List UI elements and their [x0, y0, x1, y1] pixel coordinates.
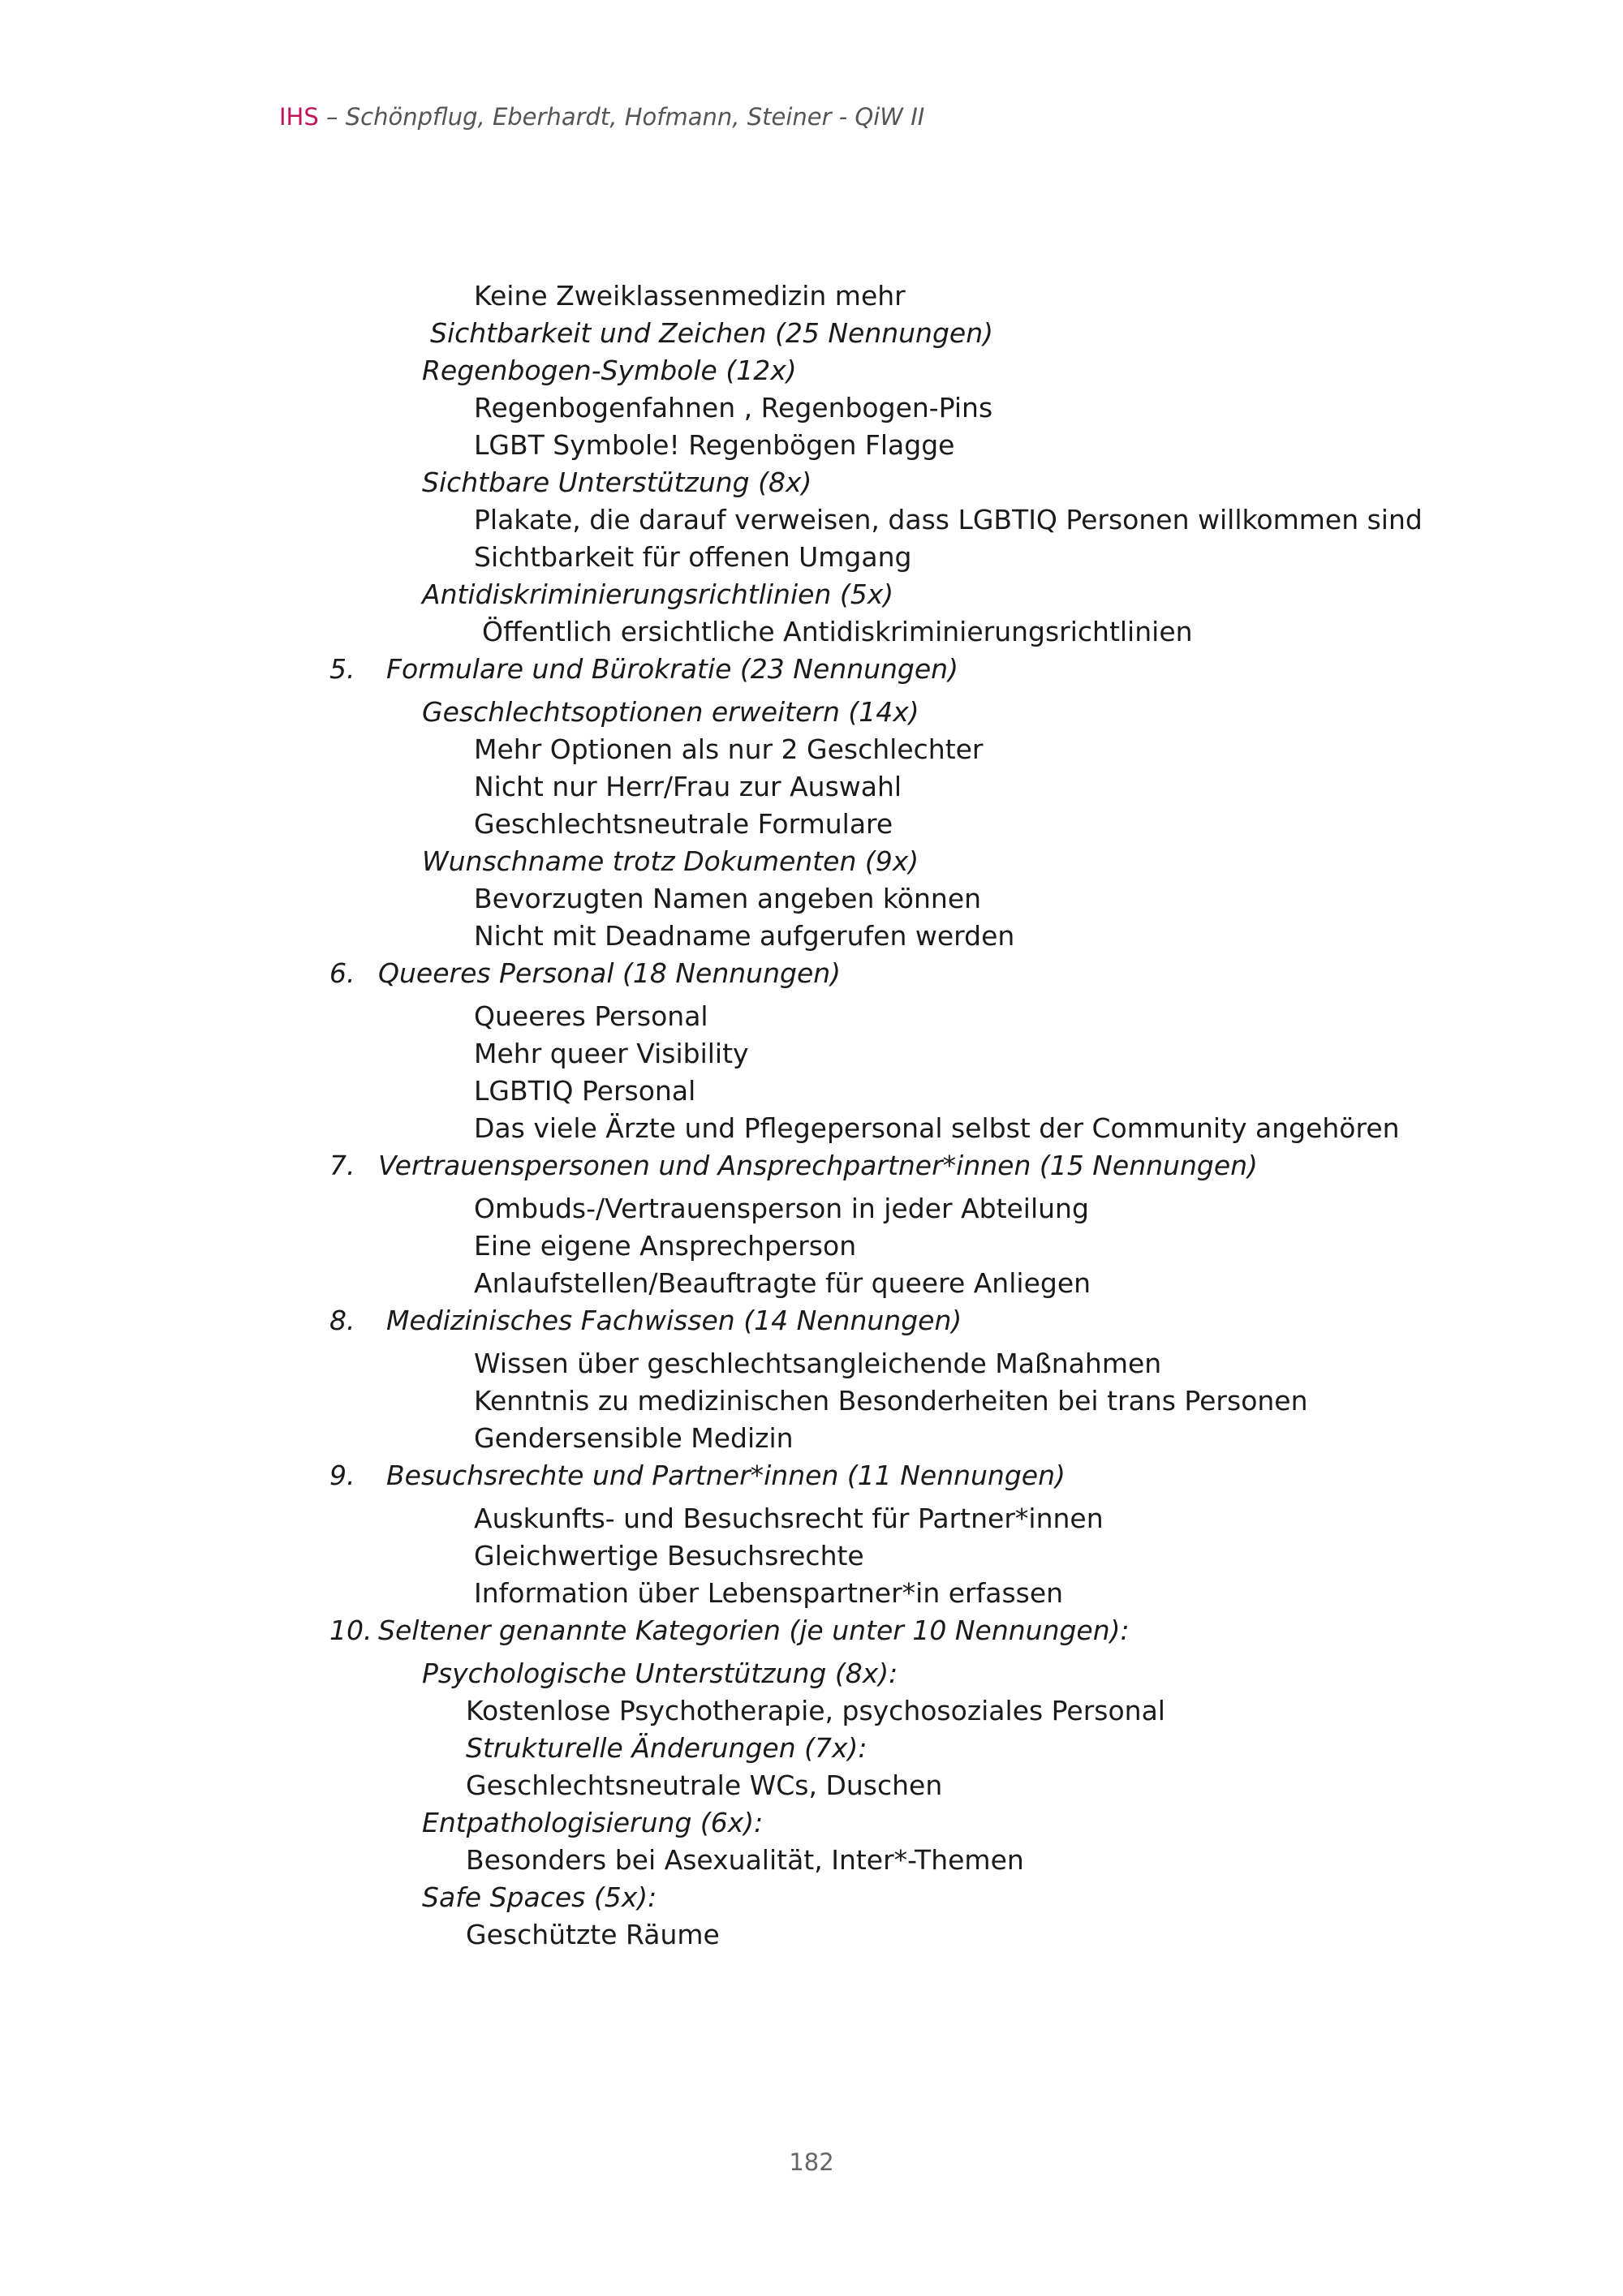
header-brand: IHS	[279, 103, 319, 131]
list-item: Plakate, die darauf verweisen, dass LGBTIQ Personen willkommen sind	[474, 504, 1423, 535]
list-item: Gleichwertige Besuchsrechte	[474, 1540, 864, 1572]
subcategory-heading: Entpathologisierung (6x):	[422, 1807, 764, 1838]
list-item: Eine eigene Ansprechperson	[474, 1230, 857, 1262]
list-item: Öffentlich ersichtliche Antidiskriminierungsrichtlinien	[482, 616, 1193, 647]
list-number: 10.	[329, 1615, 372, 1646]
list-item: Keine Zweiklassenmedizin mehr	[474, 280, 906, 312]
list-item: LGBTIQ Personal	[474, 1075, 696, 1107]
header-authors: – Schönpflug, Eberhardt, Hofmann, Steiner - QiW II	[318, 103, 925, 131]
list-item: Ombuds-/Vertrauensperson in jeder Abteilung	[474, 1193, 1089, 1224]
list-item: Das viele Ärzte und Pflegepersonal selbst der Community angehören	[474, 1112, 1400, 1144]
list-number: 7.	[329, 1150, 355, 1181]
category-heading: Besuchsrechte und Partner*innen (11 Nennungen)	[386, 1460, 1065, 1491]
list-number: 8.	[329, 1305, 355, 1336]
category-heading: Formulare und Bürokratie (23 Nennungen)	[386, 653, 958, 685]
list-item: Geschlechtsneutrale WCs, Duschen	[466, 1769, 943, 1801]
subcategory-heading: Geschlechtsoptionen erweitern (14x)	[422, 696, 919, 728]
subcategory-heading: Safe Spaces (5x):	[422, 1881, 657, 1913]
list-number: 5.	[329, 653, 355, 685]
list-number: 6.	[329, 957, 355, 989]
page-number: 182	[789, 2148, 834, 2176]
list-item: Kenntnis zu medizinischen Besonderheiten bei trans Personen	[474, 1385, 1308, 1417]
list-item: Information über Lebenspartner*in erfassen	[474, 1577, 1064, 1609]
list-item: Sichtbarkeit für offenen Umgang	[474, 541, 912, 573]
list-item: Queeres Personal	[474, 1000, 708, 1032]
list-item: Bevorzugten Namen angeben können	[474, 883, 982, 914]
list-item: Anlaufstellen/Beauftragte für queere Anliegen	[474, 1267, 1091, 1299]
subcategory-heading: Regenbogen-Symbole (12x)	[422, 355, 797, 386]
list-item: Mehr queer Visibility	[474, 1038, 749, 1069]
category-heading: Vertrauenspersonen und Ansprechpartner*innen (15 Nennungen)	[378, 1150, 1258, 1181]
list-item: Gendersensible Medizin	[474, 1422, 794, 1454]
list-item: Nicht mit Deadname aufgerufen werden	[474, 920, 1015, 952]
list-item: Wissen über geschlechtsangleichende Maßnahmen	[474, 1348, 1162, 1379]
list-number: 9.	[329, 1460, 355, 1491]
subcategory-heading: Wunschname trotz Dokumenten (9x)	[422, 845, 919, 877]
category-heading: Medizinisches Fachwissen (14 Nennungen)	[386, 1305, 962, 1336]
list-item: Auskunfts- und Besuchsrecht für Partner*innen	[474, 1503, 1104, 1534]
list-item: Kostenlose Psychotherapie, psychosoziales Personal	[466, 1695, 1165, 1726]
list-item: LGBT Symbole! Regenbögen Flagge	[474, 429, 955, 461]
subcategory-heading: Psychologische Unterstützung (8x):	[422, 1658, 898, 1689]
list-item: Mehr Optionen als nur 2 Geschlechter	[474, 733, 984, 765]
list-item: Regenbogenfahnen , Regenbogen-Pins	[474, 392, 993, 424]
category-heading: Seltener genannte Kategorien (je unter 10 Nennungen):	[378, 1615, 1130, 1646]
subcategory-heading: Strukturelle Änderungen (7x):	[466, 1732, 867, 1764]
list-item: Nicht nur Herr/Frau zur Auswahl	[474, 771, 902, 802]
subcategory-heading: Sichtbare Unterstützung (8x)	[422, 467, 812, 498]
running-header	[279, 103, 924, 131]
list-item: Geschützte Räume	[466, 1919, 720, 1950]
list-item: Besonders bei Asexualität, Inter*-Themen	[466, 1844, 1024, 1876]
subcategory-heading: Antidiskriminierungsrichtlinien (5x)	[422, 578, 894, 610]
category-heading: Queeres Personal (18 Nennungen)	[378, 957, 842, 989]
category-heading: Sichtbarkeit und Zeichen (25 Nennungen)	[430, 317, 994, 349]
list-item: Geschlechtsneutrale Formulare	[474, 808, 893, 840]
